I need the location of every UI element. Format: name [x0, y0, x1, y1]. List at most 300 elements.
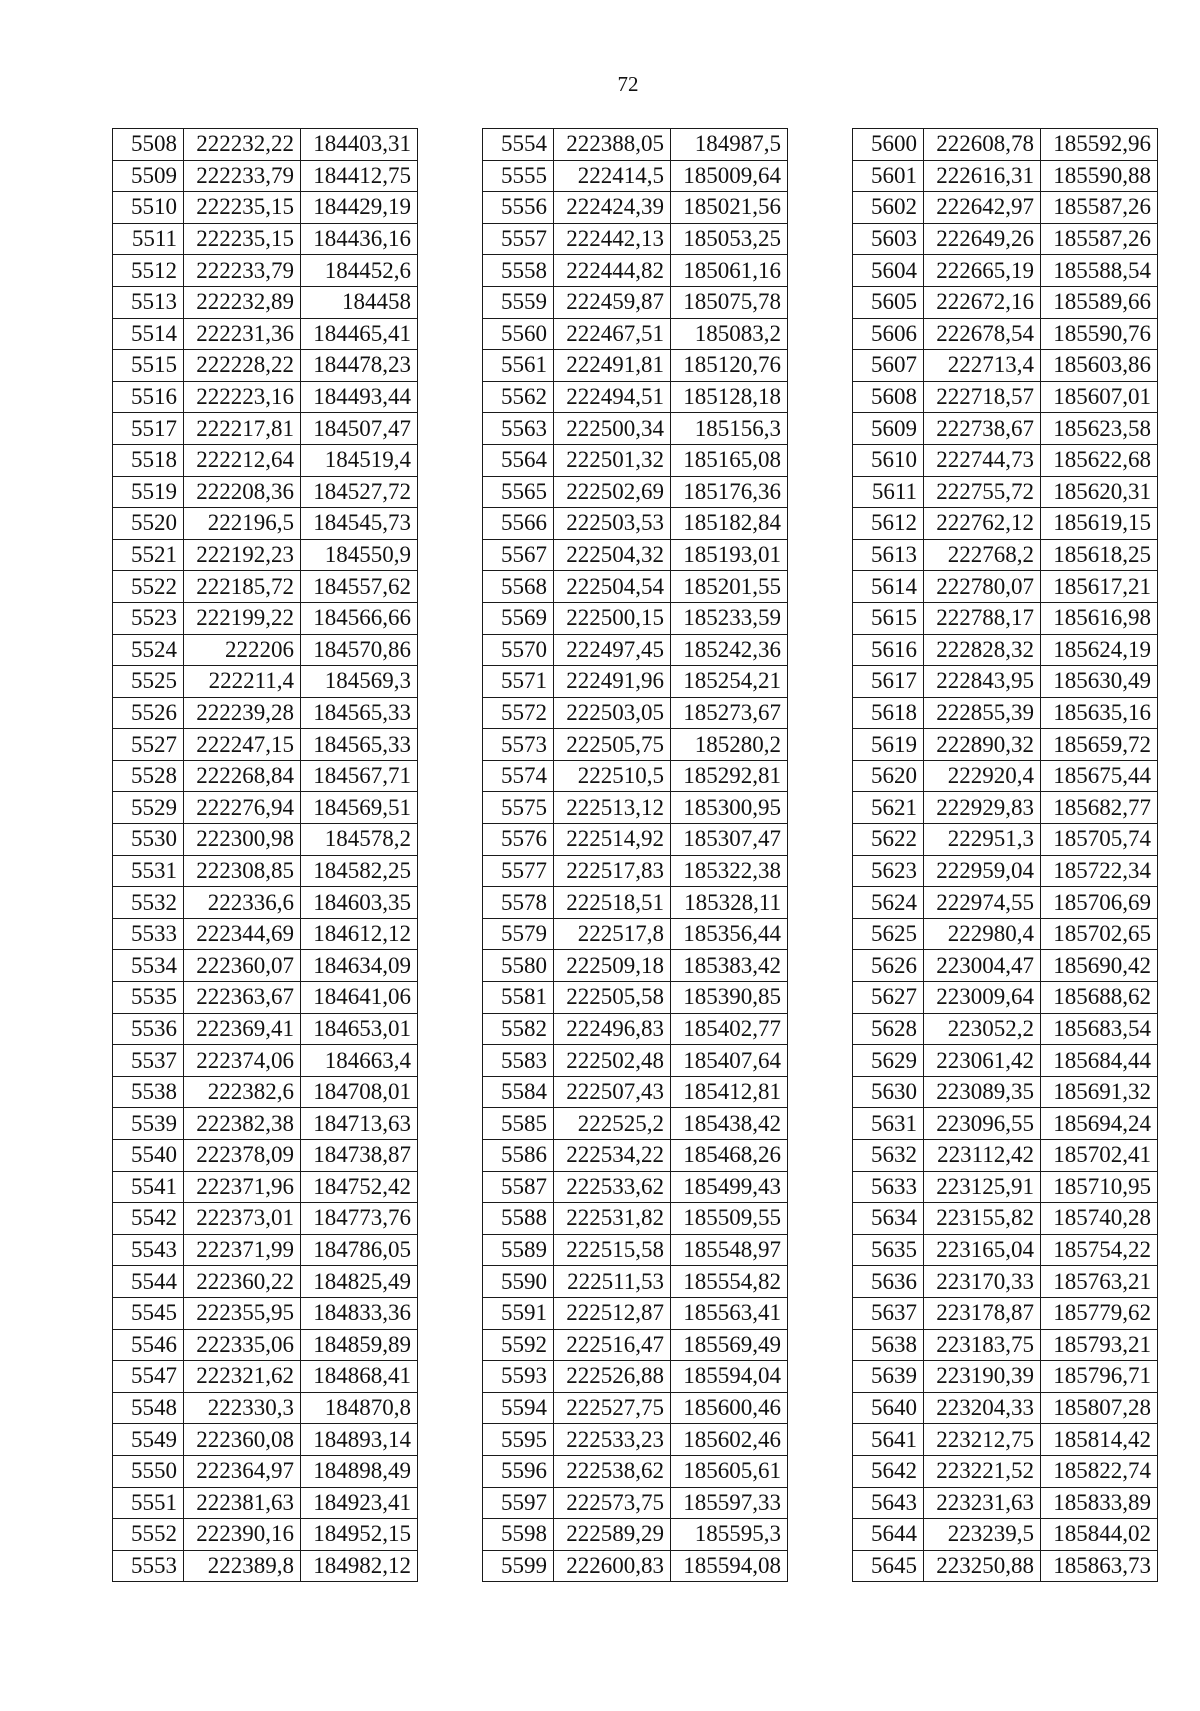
x-coordinate-cell: 223061,42: [924, 1045, 1041, 1077]
y-coordinate-cell: 184923,41: [301, 1487, 418, 1519]
x-coordinate-cell: 222951,3: [924, 824, 1041, 856]
x-coordinate-cell: 222855,39: [924, 697, 1041, 729]
y-coordinate-cell: 184566,66: [301, 602, 418, 634]
x-coordinate-cell: 222371,99: [184, 1234, 301, 1266]
y-coordinate-cell: 185548,97: [671, 1234, 788, 1266]
x-coordinate-cell: 222517,83: [554, 855, 671, 887]
x-coordinate-cell: 222504,32: [554, 539, 671, 571]
x-coordinate-cell: 222300,98: [184, 824, 301, 856]
x-coordinate-cell: 222959,04: [924, 855, 1041, 887]
table-row: [483, 918, 788, 950]
x-coordinate-cell: 222503,53: [554, 508, 671, 540]
x-coordinate-cell: 222511,53: [554, 1266, 671, 1298]
y-coordinate-cell: 185740,28: [1041, 1203, 1158, 1235]
x-coordinate-cell: 222649,26: [924, 223, 1041, 255]
x-coordinate-cell: 222491,81: [554, 350, 671, 382]
y-coordinate-cell: 184987,5: [671, 129, 788, 161]
point-number-cell: 5576: [483, 824, 554, 856]
point-number-cell: 5603: [853, 223, 924, 255]
y-coordinate-cell: 185468,26: [671, 1140, 788, 1172]
x-coordinate-cell: 222780,07: [924, 571, 1041, 603]
table-row: [853, 1424, 1158, 1456]
x-coordinate-cell: 222363,67: [184, 982, 301, 1014]
y-coordinate-cell: 185554,82: [671, 1266, 788, 1298]
point-number-cell: 5567: [483, 539, 554, 571]
table-row: [853, 381, 1158, 413]
table-row: [113, 1045, 418, 1077]
point-number-cell: 5593: [483, 1361, 554, 1393]
point-number-cell: 5617: [853, 666, 924, 698]
x-coordinate-cell: 222514,92: [554, 824, 671, 856]
table-row: [113, 602, 418, 634]
table-row: [483, 286, 788, 318]
x-coordinate-cell: 222500,34: [554, 413, 671, 445]
y-coordinate-cell: 185702,41: [1041, 1140, 1158, 1172]
y-coordinate-cell: 184982,12: [301, 1550, 418, 1582]
table-row: [853, 982, 1158, 1014]
x-coordinate-cell: 223125,91: [924, 1171, 1041, 1203]
point-number-cell: 5645: [853, 1550, 924, 1582]
y-coordinate-cell: 185754,22: [1041, 1234, 1158, 1266]
table-row: [113, 1392, 418, 1424]
y-coordinate-cell: 185684,44: [1041, 1045, 1158, 1077]
y-coordinate-cell: 185412,81: [671, 1076, 788, 1108]
y-coordinate-cell: 184458: [301, 286, 418, 318]
table-row: [853, 1108, 1158, 1140]
y-coordinate-cell: 184565,33: [301, 729, 418, 761]
table-row: [113, 792, 418, 824]
x-coordinate-cell: 222308,85: [184, 855, 301, 887]
point-number-cell: 5559: [483, 286, 554, 318]
point-number-cell: 5623: [853, 855, 924, 887]
point-number-cell: 5640: [853, 1392, 924, 1424]
table-row: [853, 1013, 1158, 1045]
y-coordinate-cell: 184507,47: [301, 413, 418, 445]
point-number-cell: 5625: [853, 918, 924, 950]
y-coordinate-cell: 185690,42: [1041, 950, 1158, 982]
y-coordinate-cell: 184412,75: [301, 160, 418, 192]
point-number-cell: 5605: [853, 286, 924, 318]
x-coordinate-cell: 222738,67: [924, 413, 1041, 445]
table-row: [113, 1519, 418, 1551]
point-number-cell: 5529: [113, 792, 184, 824]
y-coordinate-cell: 185390,85: [671, 982, 788, 1014]
y-coordinate-cell: 184859,89: [301, 1329, 418, 1361]
y-coordinate-cell: 185622,68: [1041, 444, 1158, 476]
y-coordinate-cell: 185833,89: [1041, 1487, 1158, 1519]
y-coordinate-cell: 185763,21: [1041, 1266, 1158, 1298]
point-number-cell: 5508: [113, 129, 184, 161]
y-coordinate-cell: 185844,02: [1041, 1519, 1158, 1551]
table-row: [113, 887, 418, 919]
table-row: [483, 824, 788, 856]
point-number-cell: 5619: [853, 729, 924, 761]
table-row: [483, 508, 788, 540]
x-coordinate-cell: 222929,83: [924, 792, 1041, 824]
table-row: [113, 1108, 418, 1140]
x-coordinate-cell: 222920,4: [924, 760, 1041, 792]
x-coordinate-cell: 222185,72: [184, 571, 301, 603]
point-number-cell: 5554: [483, 129, 554, 161]
x-coordinate-cell: 223231,63: [924, 1487, 1041, 1519]
x-coordinate-cell: 222513,12: [554, 792, 671, 824]
table-row: [853, 350, 1158, 382]
y-coordinate-cell: 185659,72: [1041, 729, 1158, 761]
x-coordinate-cell: 222424,39: [554, 192, 671, 224]
x-coordinate-cell: 223052,2: [924, 1013, 1041, 1045]
y-coordinate-cell: 184898,49: [301, 1455, 418, 1487]
x-coordinate-cell: 222502,48: [554, 1045, 671, 1077]
y-coordinate-cell: 185620,31: [1041, 476, 1158, 508]
point-number-cell: 5616: [853, 634, 924, 666]
x-coordinate-cell: 222344,69: [184, 918, 301, 950]
x-coordinate-cell: 222502,69: [554, 476, 671, 508]
x-coordinate-cell: 222360,07: [184, 950, 301, 982]
x-coordinate-cell: 222512,87: [554, 1297, 671, 1329]
x-coordinate-cell: 222531,82: [554, 1203, 671, 1235]
table-row: [853, 571, 1158, 603]
y-coordinate-cell: 184952,15: [301, 1519, 418, 1551]
point-number-cell: 5525: [113, 666, 184, 698]
y-coordinate-cell: 185683,54: [1041, 1013, 1158, 1045]
point-number-cell: 5609: [853, 413, 924, 445]
x-coordinate-cell: 223250,88: [924, 1550, 1041, 1582]
point-number-cell: 5599: [483, 1550, 554, 1582]
x-coordinate-cell: 222378,09: [184, 1140, 301, 1172]
point-number-cell: 5547: [113, 1361, 184, 1393]
table-row: [483, 318, 788, 350]
table-row: [483, 1076, 788, 1108]
y-coordinate-cell: 185793,21: [1041, 1329, 1158, 1361]
x-coordinate-cell: 223178,87: [924, 1297, 1041, 1329]
point-number-cell: 5519: [113, 476, 184, 508]
table-row: [113, 381, 418, 413]
table-row: [853, 855, 1158, 887]
point-number-cell: 5624: [853, 887, 924, 919]
y-coordinate-cell: 185605,61: [671, 1455, 788, 1487]
y-coordinate-cell: 185623,58: [1041, 413, 1158, 445]
x-coordinate-cell: 222196,5: [184, 508, 301, 540]
y-coordinate-cell: 184773,76: [301, 1203, 418, 1235]
coordinate-table-3: [852, 128, 1158, 1582]
y-coordinate-cell: 185600,46: [671, 1392, 788, 1424]
point-number-cell: 5530: [113, 824, 184, 856]
y-coordinate-cell: 184825,49: [301, 1266, 418, 1298]
y-coordinate-cell: 185706,69: [1041, 887, 1158, 919]
point-number-cell: 5545: [113, 1297, 184, 1329]
y-coordinate-cell: 184833,36: [301, 1297, 418, 1329]
point-number-cell: 5558: [483, 255, 554, 287]
table-row: [483, 1013, 788, 1045]
y-coordinate-cell: 185710,95: [1041, 1171, 1158, 1203]
point-number-cell: 5555: [483, 160, 554, 192]
point-number-cell: 5630: [853, 1076, 924, 1108]
y-coordinate-cell: 185796,71: [1041, 1361, 1158, 1393]
y-coordinate-cell: 185193,01: [671, 539, 788, 571]
point-number-cell: 5561: [483, 350, 554, 382]
point-number-cell: 5615: [853, 602, 924, 634]
table-row: [483, 476, 788, 508]
table-row: [113, 160, 418, 192]
x-coordinate-cell: 222505,58: [554, 982, 671, 1014]
y-coordinate-cell: 184641,06: [301, 982, 418, 1014]
x-coordinate-cell: 222232,22: [184, 129, 301, 161]
table-row: [853, 413, 1158, 445]
point-number-cell: 5539: [113, 1108, 184, 1140]
table-row: [853, 950, 1158, 982]
table-row: [483, 1455, 788, 1487]
point-number-cell: 5562: [483, 381, 554, 413]
y-coordinate-cell: 185280,2: [671, 729, 788, 761]
x-coordinate-cell: 223221,52: [924, 1455, 1041, 1487]
y-coordinate-cell: 184752,42: [301, 1171, 418, 1203]
x-coordinate-cell: 222199,22: [184, 602, 301, 634]
table-row: [483, 1140, 788, 1172]
point-number-cell: 5517: [113, 413, 184, 445]
y-coordinate-cell: 185590,88: [1041, 160, 1158, 192]
point-number-cell: 5560: [483, 318, 554, 350]
point-number-cell: 5642: [853, 1455, 924, 1487]
table-row: [483, 1550, 788, 1582]
y-coordinate-cell: 185233,59: [671, 602, 788, 634]
x-coordinate-cell: 222321,62: [184, 1361, 301, 1393]
point-number-cell: 5618: [853, 697, 924, 729]
table-row: [853, 760, 1158, 792]
table-row: [113, 539, 418, 571]
table-row: [853, 1171, 1158, 1203]
x-coordinate-cell: 222414,5: [554, 160, 671, 192]
x-coordinate-cell: 223212,75: [924, 1424, 1041, 1456]
table-row: [113, 192, 418, 224]
point-number-cell: 5553: [113, 1550, 184, 1582]
point-number-cell: 5596: [483, 1455, 554, 1487]
table-row: [853, 1361, 1158, 1393]
point-number-cell: 5549: [113, 1424, 184, 1456]
x-coordinate-cell: 222330,3: [184, 1392, 301, 1424]
table-row: [483, 1424, 788, 1456]
table-row: [113, 1076, 418, 1108]
y-coordinate-cell: 184567,71: [301, 760, 418, 792]
table-row: [483, 760, 788, 792]
x-coordinate-cell: 222527,75: [554, 1392, 671, 1424]
x-coordinate-cell: 222217,81: [184, 413, 301, 445]
x-coordinate-cell: 223004,47: [924, 950, 1041, 982]
x-coordinate-cell: 223204,33: [924, 1392, 1041, 1424]
y-coordinate-cell: 184570,86: [301, 634, 418, 666]
table-row: [483, 255, 788, 287]
table-row: [853, 1140, 1158, 1172]
x-coordinate-cell: 222510,5: [554, 760, 671, 792]
point-number-cell: 5607: [853, 350, 924, 382]
y-coordinate-cell: 184582,25: [301, 855, 418, 887]
x-coordinate-cell: 222608,78: [924, 129, 1041, 161]
x-coordinate-cell: 222228,22: [184, 350, 301, 382]
point-number-cell: 5531: [113, 855, 184, 887]
x-coordinate-cell: 222517,8: [554, 918, 671, 950]
x-coordinate-cell: 222364,97: [184, 1455, 301, 1487]
table-row: [113, 729, 418, 761]
point-number-cell: 5608: [853, 381, 924, 413]
x-coordinate-cell: 222336,6: [184, 887, 301, 919]
x-coordinate-cell: 222509,18: [554, 950, 671, 982]
table-row: [483, 381, 788, 413]
y-coordinate-cell: 184708,01: [301, 1076, 418, 1108]
x-coordinate-cell: 222444,82: [554, 255, 671, 287]
x-coordinate-cell: 223089,35: [924, 1076, 1041, 1108]
point-number-cell: 5573: [483, 729, 554, 761]
table-row: [113, 1361, 418, 1393]
x-coordinate-cell: 223112,42: [924, 1140, 1041, 1172]
point-number-cell: 5629: [853, 1045, 924, 1077]
y-coordinate-cell: 185590,76: [1041, 318, 1158, 350]
point-number-cell: 5511: [113, 223, 184, 255]
x-coordinate-cell: 222459,87: [554, 286, 671, 318]
point-number-cell: 5534: [113, 950, 184, 982]
y-coordinate-cell: 185009,64: [671, 160, 788, 192]
table-row: [853, 1234, 1158, 1266]
table-row: [853, 1045, 1158, 1077]
x-coordinate-cell: 222534,22: [554, 1140, 671, 1172]
y-coordinate-cell: 185594,04: [671, 1361, 788, 1393]
point-number-cell: 5556: [483, 192, 554, 224]
table-row: [853, 508, 1158, 540]
table-row: [483, 350, 788, 382]
x-coordinate-cell: 222515,58: [554, 1234, 671, 1266]
y-coordinate-cell: 184550,9: [301, 539, 418, 571]
point-number-cell: 5532: [113, 887, 184, 919]
y-coordinate-cell: 184653,01: [301, 1013, 418, 1045]
point-number-cell: 5594: [483, 1392, 554, 1424]
x-coordinate-cell: 222788,17: [924, 602, 1041, 634]
y-coordinate-cell: 185120,76: [671, 350, 788, 382]
y-coordinate-cell: 185587,26: [1041, 223, 1158, 255]
table-row: [853, 539, 1158, 571]
point-number-cell: 5580: [483, 950, 554, 982]
table-row: [113, 350, 418, 382]
y-coordinate-cell: 184557,62: [301, 571, 418, 603]
y-coordinate-cell: 185589,66: [1041, 286, 1158, 318]
point-number-cell: 5600: [853, 129, 924, 161]
x-coordinate-cell: 222442,13: [554, 223, 671, 255]
point-number-cell: 5569: [483, 602, 554, 634]
x-coordinate-cell: 222507,43: [554, 1076, 671, 1108]
table-row: [483, 1329, 788, 1361]
table-row: [483, 1519, 788, 1551]
y-coordinate-cell: 185619,15: [1041, 508, 1158, 540]
x-coordinate-cell: 222500,15: [554, 602, 671, 634]
x-coordinate-cell: 222382,38: [184, 1108, 301, 1140]
x-coordinate-cell: 222374,06: [184, 1045, 301, 1077]
y-coordinate-cell: 184713,63: [301, 1108, 418, 1140]
x-coordinate-cell: 222276,94: [184, 792, 301, 824]
y-coordinate-cell: 185624,19: [1041, 634, 1158, 666]
y-coordinate-cell: 184452,6: [301, 255, 418, 287]
y-coordinate-cell: 184893,14: [301, 1424, 418, 1456]
point-number-cell: 5542: [113, 1203, 184, 1235]
x-coordinate-cell: 222718,57: [924, 381, 1041, 413]
table-row: [853, 1519, 1158, 1551]
x-coordinate-cell: 222505,75: [554, 729, 671, 761]
y-coordinate-cell: 185307,47: [671, 824, 788, 856]
y-coordinate-cell: 185691,32: [1041, 1076, 1158, 1108]
point-number-cell: 5586: [483, 1140, 554, 1172]
y-coordinate-cell: 185083,2: [671, 318, 788, 350]
table-row: [853, 1329, 1158, 1361]
table-row: [483, 413, 788, 445]
x-coordinate-cell: 222390,16: [184, 1519, 301, 1551]
point-number-cell: 5613: [853, 539, 924, 571]
y-coordinate-cell: 185328,11: [671, 887, 788, 919]
table-row: [483, 1487, 788, 1519]
point-number-cell: 5577: [483, 855, 554, 887]
table-row: [113, 1424, 418, 1456]
x-coordinate-cell: 222371,96: [184, 1171, 301, 1203]
table-row: [113, 1455, 418, 1487]
y-coordinate-cell: 185779,62: [1041, 1297, 1158, 1329]
table-row: [853, 1076, 1158, 1108]
point-number-cell: 5557: [483, 223, 554, 255]
x-coordinate-cell: 222744,73: [924, 444, 1041, 476]
y-coordinate-cell: 184578,2: [301, 824, 418, 856]
point-number-cell: 5540: [113, 1140, 184, 1172]
table-row: [113, 1013, 418, 1045]
table-row: [113, 129, 418, 161]
point-number-cell: 5598: [483, 1519, 554, 1551]
table-row: [483, 192, 788, 224]
y-coordinate-cell: 185594,08: [671, 1550, 788, 1582]
point-number-cell: 5588: [483, 1203, 554, 1235]
table-row: [483, 634, 788, 666]
table-row: [853, 1455, 1158, 1487]
x-coordinate-cell: 222388,05: [554, 129, 671, 161]
x-coordinate-cell: 222247,15: [184, 729, 301, 761]
x-coordinate-cell: 223239,5: [924, 1519, 1041, 1551]
table-row: [853, 666, 1158, 698]
table-row: [483, 539, 788, 571]
y-coordinate-cell: 185592,96: [1041, 129, 1158, 161]
y-coordinate-cell: 184870,8: [301, 1392, 418, 1424]
table-row: [483, 1234, 788, 1266]
table-row: [113, 982, 418, 1014]
table-row: [483, 792, 788, 824]
y-coordinate-cell: 184634,09: [301, 950, 418, 982]
x-coordinate-cell: 223009,64: [924, 982, 1041, 1014]
y-coordinate-cell: 185630,49: [1041, 666, 1158, 698]
table-row: [483, 1171, 788, 1203]
y-coordinate-cell: 185402,77: [671, 1013, 788, 1045]
y-coordinate-cell: 185053,25: [671, 223, 788, 255]
x-coordinate-cell: 222518,51: [554, 887, 671, 919]
point-number-cell: 5512: [113, 255, 184, 287]
x-coordinate-cell: 222208,36: [184, 476, 301, 508]
point-number-cell: 5587: [483, 1171, 554, 1203]
point-number-cell: 5589: [483, 1234, 554, 1266]
table-row: [113, 950, 418, 982]
y-coordinate-cell: 185165,08: [671, 444, 788, 476]
x-coordinate-cell: 222768,2: [924, 539, 1041, 571]
point-number-cell: 5627: [853, 982, 924, 1014]
x-coordinate-cell: 223190,39: [924, 1361, 1041, 1393]
table-row: [483, 729, 788, 761]
x-coordinate-cell: 222642,97: [924, 192, 1041, 224]
point-number-cell: 5621: [853, 792, 924, 824]
x-coordinate-cell: 222212,64: [184, 444, 301, 476]
x-coordinate-cell: 222843,95: [924, 666, 1041, 698]
table-row: [853, 476, 1158, 508]
point-number-cell: 5644: [853, 1519, 924, 1551]
y-coordinate-cell: 185499,43: [671, 1171, 788, 1203]
y-coordinate-cell: 185822,74: [1041, 1455, 1158, 1487]
